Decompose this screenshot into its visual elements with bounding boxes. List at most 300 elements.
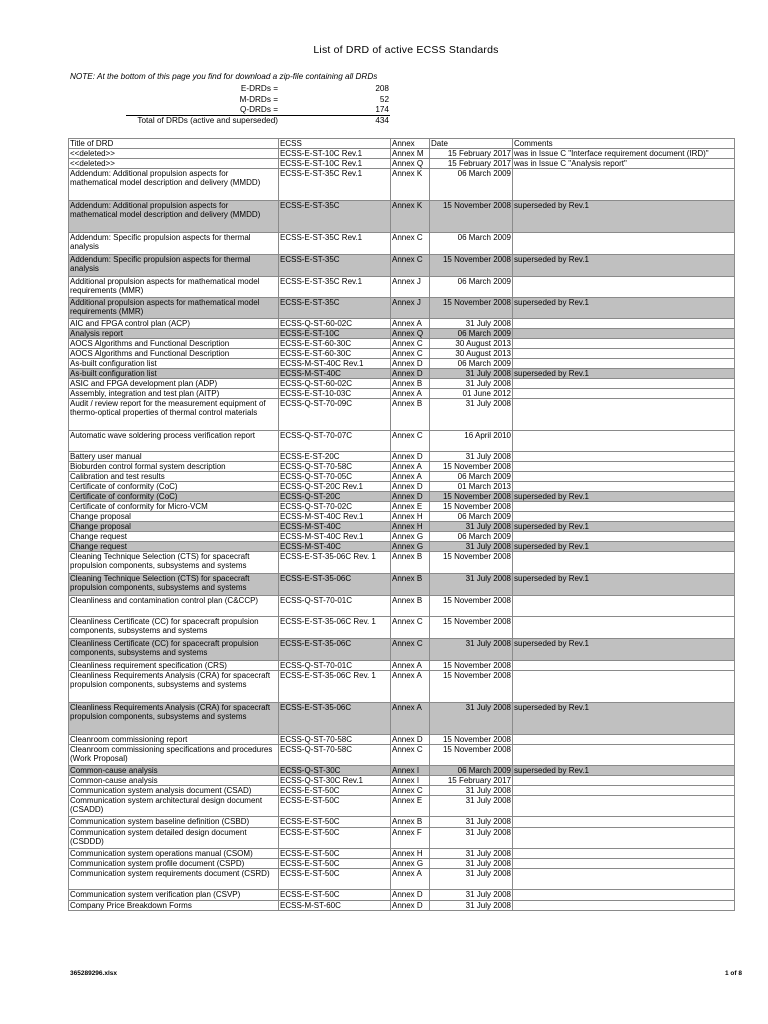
footer-page-number: 1 of 8: [725, 970, 742, 977]
cell-date: 31 July 2008: [430, 574, 513, 596]
table-row: [69, 349, 735, 359]
cell-annex: Annex F: [391, 828, 430, 849]
cell-date: 01 June 2012: [430, 389, 513, 399]
cell-annex: Annex G: [391, 859, 430, 869]
cell-comment: [513, 617, 735, 639]
cell-annex: Annex A: [391, 661, 430, 671]
cell-comment: [513, 349, 735, 359]
cell-comment: [513, 552, 735, 574]
cell-title: As-built configuration list: [69, 369, 279, 379]
cell-ecss: ECSS-E-ST-50C: [279, 869, 391, 890]
cell-ecss: ECSS-Q-ST-70-02C: [279, 502, 391, 512]
table-row: [69, 277, 735, 298]
cell-comment: [513, 512, 735, 522]
cell-title: Addendum: Additional propulsion aspects for mathematical model description and delivery (MMDD): [69, 169, 279, 201]
table-row: [69, 482, 735, 492]
cell-date: 31 July 2008: [430, 859, 513, 869]
cell-date: 06 March 2009: [430, 169, 513, 201]
cell-annex: Annex E: [391, 796, 430, 817]
cell-ecss: ECSS-M-ST-40C Rev.1: [279, 512, 391, 522]
cell-title: Addendum: Additional propulsion aspects for mathematical model description and delivery (MMDD): [69, 201, 279, 233]
cell-comment: superseded by Rev.1: [513, 255, 735, 277]
cell-ecss: ECSS-Q-ST-70-58C: [279, 745, 391, 766]
cell-date: 31 July 2008: [430, 786, 513, 796]
cell-comment: [513, 319, 735, 329]
cell-title: <<deleted>>: [69, 159, 279, 169]
cell-title: As-built configuration list: [69, 359, 279, 369]
page-title: List of DRD of active ECSS Standards: [313, 44, 499, 56]
cell-date: 15 November 2008: [430, 596, 513, 617]
cell-title: Common-cause analysis: [69, 766, 279, 776]
cell-ecss: ECSS-M-ST-40C: [279, 522, 391, 532]
cell-ecss: ECSS-Q-ST-30C: [279, 766, 391, 776]
table-row: [69, 502, 735, 512]
cell-comment: [513, 849, 735, 859]
cell-annex: Annex G: [391, 542, 430, 552]
summary-label: M-DRDs =: [239, 94, 278, 104]
table-row: [69, 901, 735, 911]
cell-comment: [513, 472, 735, 482]
table-row: [69, 542, 735, 552]
cell-title: Calibration and test results: [69, 472, 279, 482]
table-row: [69, 817, 735, 828]
cell-comment: [513, 169, 735, 201]
cell-ecss: ECSS-Q-ST-60-02C: [279, 319, 391, 329]
table-row: [69, 359, 735, 369]
table-row: [69, 369, 735, 379]
table-row: [69, 703, 735, 735]
cell-annex: Annex D: [391, 492, 430, 502]
table-row: [69, 849, 735, 859]
cell-title: Common-cause analysis: [69, 776, 279, 786]
table-row: [69, 452, 735, 462]
cell-annex: Annex B: [391, 379, 430, 389]
cell-annex: Annex J: [391, 298, 430, 319]
cell-annex: Annex C: [391, 349, 430, 359]
cell-annex: Annex A: [391, 462, 430, 472]
cell-comment: [513, 452, 735, 462]
cell-title: Cleaning Technique Selection (CTS) for spacecraft propulsion components, subsystems and systems: [69, 574, 279, 596]
cell-comment: [513, 532, 735, 542]
cell-title: <<deleted>>: [69, 149, 279, 159]
cell-date: 31 July 2008: [430, 703, 513, 735]
table-row: [69, 339, 735, 349]
cell-ecss: ECSS-Q-ST-70-07C: [279, 431, 391, 452]
cell-annex: Annex A: [391, 389, 430, 399]
cell-annex: Annex C: [391, 617, 430, 639]
cell-comment: superseded by Rev.1: [513, 574, 735, 596]
cell-date: 15 November 2008: [430, 298, 513, 319]
cell-comment: superseded by Rev.1: [513, 201, 735, 233]
cell-ecss: ECSS-Q-ST-70-09C: [279, 399, 391, 431]
cell-date: 15 November 2008: [430, 492, 513, 502]
cell-title: Communication system analysis document (CSAD): [69, 786, 279, 796]
cell-date: 06 March 2009: [430, 329, 513, 339]
cell-ecss: ECSS-Q-ST-70-05C: [279, 472, 391, 482]
cell-annex: Annex H: [391, 512, 430, 522]
cell-ecss: ECSS-E-ST-10C Rev.1: [279, 149, 391, 159]
summary-label: Q-DRDs =: [240, 105, 278, 114]
table-row: [69, 319, 735, 329]
cell-comment: [513, 233, 735, 255]
cell-annex: Annex A: [391, 869, 430, 890]
table-row: [69, 574, 735, 596]
cell-annex: Annex B: [391, 596, 430, 617]
cell-ecss: ECSS-E-ST-35-06C Rev. 1: [279, 671, 391, 703]
summary-label: Total of DRDs (active and superseded): [137, 115, 278, 125]
cell-title: Automatic wave soldering process verification report: [69, 431, 279, 452]
cell-annex: Annex D: [391, 735, 430, 745]
cell-date: 15 November 2008: [430, 552, 513, 574]
cell-title: Bioburden control formal system description: [69, 462, 279, 472]
cell-comment: [513, 735, 735, 745]
cell-ecss: ECSS-Q-ST-20C: [279, 492, 391, 502]
cell-annex: Annex H: [391, 849, 430, 859]
table-row: [69, 399, 735, 431]
cell-ecss: ECSS-E-ST-35-06C Rev. 1: [279, 552, 391, 574]
table-row: [69, 532, 735, 542]
table-row: [69, 552, 735, 574]
cell-ecss: ECSS-E-ST-60-30C: [279, 339, 391, 349]
cell-title: Communication system architectural design document (CSADD): [69, 796, 279, 817]
cell-comment: [513, 339, 735, 349]
cell-title: Cleanliness Certificate (CC) for spacecraft propulsion components, subsystems and systems: [69, 639, 279, 661]
cell-title: Additional propulsion aspects for mathematical model requirements (MMR): [69, 298, 279, 319]
table-row: [69, 159, 735, 169]
table-row: [69, 745, 735, 766]
cell-title: Cleanliness and contamination control plan (C&CCP): [69, 596, 279, 617]
cell-annex: Annex C: [391, 339, 430, 349]
summary-label: E-DRDs =: [240, 84, 278, 93]
cell-annex: Annex D: [391, 901, 430, 911]
cell-comment: [513, 776, 735, 786]
table-row: [69, 671, 735, 703]
cell-date: 31 July 2008: [430, 542, 513, 552]
cell-ecss: ECSS-E-ST-50C: [279, 849, 391, 859]
table-row: [69, 233, 735, 255]
cell-comment: superseded by Rev.1: [513, 542, 735, 552]
cell-annex: Annex I: [391, 776, 430, 786]
table-row: [69, 796, 735, 817]
table-row: [69, 329, 735, 339]
cell-annex: Annex M: [391, 149, 430, 159]
cell-comment: superseded by Rev.1: [513, 369, 735, 379]
cell-date: 15 February 2017: [430, 159, 513, 169]
summary-value: 174: [375, 105, 389, 114]
cell-title: Certificate of conformity for Micro-VCM: [69, 502, 279, 512]
cell-ecss: ECSS-E-ST-50C: [279, 786, 391, 796]
cell-comment: [513, 596, 735, 617]
cell-title: Communication system baseline definition (CSBD): [69, 817, 279, 828]
cell-date: 15 November 2008: [430, 735, 513, 745]
cell-comment: [513, 329, 735, 339]
table-row: [69, 379, 735, 389]
cell-ecss: ECSS-E-ST-35C Rev.1: [279, 233, 391, 255]
cell-ecss: ECSS-M-ST-40C: [279, 542, 391, 552]
table-row: [69, 786, 735, 796]
header-annex: Annex: [391, 139, 430, 149]
cell-title: Battery user manual: [69, 452, 279, 462]
cell-date: 15 November 2008: [430, 745, 513, 766]
cell-title: Company Price Breakdown Forms: [69, 901, 279, 911]
cell-title: Cleanliness Requirements Analysis (CRA) for spacecraft propulsion components, subsystems and systems: [69, 671, 279, 703]
cell-comment: [513, 482, 735, 492]
cell-annex: Annex A: [391, 472, 430, 482]
cell-ecss: ECSS-E-ST-35C Rev.1: [279, 169, 391, 201]
table-row: [69, 512, 735, 522]
cell-annex: Annex B: [391, 399, 430, 431]
cell-title: Communication system requirements document (CSRD): [69, 869, 279, 890]
cell-ecss: ECSS-Q-ST-70-58C: [279, 735, 391, 745]
cell-date: 31 July 2008: [430, 849, 513, 859]
cell-title: Cleanliness Certificate (CC) for spacecraft propulsion components, subsystems and systems: [69, 617, 279, 639]
cell-date: 15 November 2008: [430, 661, 513, 671]
cell-title: Communication system operations manual (CSOM): [69, 849, 279, 859]
cell-title: Cleanroom commissioning report: [69, 735, 279, 745]
table-row: [69, 298, 735, 319]
table-row: [69, 869, 735, 890]
cell-date: 31 July 2008: [430, 796, 513, 817]
cell-date: 31 July 2008: [430, 379, 513, 389]
cell-ecss: ECSS-M-ST-40C: [279, 369, 391, 379]
cell-date: 15 November 2008: [430, 502, 513, 512]
cell-comment: [513, 786, 735, 796]
cell-comment: [513, 901, 735, 911]
cell-date: 15 November 2008: [430, 462, 513, 472]
cell-ecss: ECSS-E-ST-50C: [279, 890, 391, 901]
cell-annex: Annex Q: [391, 329, 430, 339]
cell-annex: Annex B: [391, 817, 430, 828]
cell-title: Cleanliness requirement specification (CRS): [69, 661, 279, 671]
cell-date: 06 March 2009: [430, 233, 513, 255]
download-note: NOTE: At the bottom of this page you find for download a zip-file containing all DRDs: [70, 72, 378, 81]
cell-annex: Annex D: [391, 890, 430, 901]
cell-ecss: ECSS-M-ST-40C Rev.1: [279, 359, 391, 369]
cell-annex: Annex A: [391, 319, 430, 329]
cell-annex: Annex H: [391, 522, 430, 532]
cell-ecss: ECSS-M-ST-60C: [279, 901, 391, 911]
cell-ecss: ECSS-E-ST-35-06C: [279, 703, 391, 735]
summary-divider: [126, 115, 390, 116]
table-row: [69, 890, 735, 901]
cell-comment: superseded by Rev.1: [513, 703, 735, 735]
table-row: [69, 522, 735, 532]
cell-title: Change request: [69, 532, 279, 542]
cell-annex: Annex J: [391, 277, 430, 298]
cell-comment: superseded by Rev.1: [513, 766, 735, 776]
cell-annex: Annex C: [391, 745, 430, 766]
table-row: [69, 389, 735, 399]
cell-ecss: ECSS-E-ST-35C: [279, 255, 391, 277]
cell-annex: Annex C: [391, 233, 430, 255]
table-row: [69, 776, 735, 786]
cell-date: 31 July 2008: [430, 522, 513, 532]
cell-date: 15 February 2017: [430, 149, 513, 159]
cell-ecss: ECSS-E-ST-35C: [279, 201, 391, 233]
cell-annex: Annex B: [391, 552, 430, 574]
cell-comment: was in Issue C "Analysis report": [513, 159, 735, 169]
cell-annex: Annex A: [391, 671, 430, 703]
cell-annex: Annex A: [391, 703, 430, 735]
cell-date: 16 April 2010: [430, 431, 513, 452]
table-row: [69, 617, 735, 639]
cell-ecss: ECSS-Q-ST-20C Rev.1: [279, 482, 391, 492]
cell-date: 06 March 2009: [430, 472, 513, 482]
cell-ecss: ECSS-E-ST-50C: [279, 796, 391, 817]
table-row: [69, 661, 735, 671]
cell-ecss: ECSS-Q-ST-70-01C: [279, 596, 391, 617]
cell-ecss: ECSS-E-ST-35C: [279, 298, 391, 319]
footer-filename: 365289296.xlsx: [70, 970, 117, 977]
cell-comment: [513, 462, 735, 472]
cell-date: 31 July 2008: [430, 890, 513, 901]
header-date: Date: [430, 139, 513, 149]
cell-date: 31 July 2008: [430, 828, 513, 849]
cell-ecss: ECSS-E-ST-60-30C: [279, 349, 391, 359]
cell-ecss: ECSS-Q-ST-70-58C: [279, 462, 391, 472]
cell-title: Addendum: Specific propulsion aspects for thermal analysis: [69, 233, 279, 255]
table-header-row: [69, 139, 735, 149]
cell-annex: Annex C: [391, 786, 430, 796]
cell-title: AIC and FPGA control plan (ACP): [69, 319, 279, 329]
table-row: [69, 492, 735, 502]
table-row: [69, 201, 735, 233]
cell-date: 06 March 2009: [430, 532, 513, 542]
cell-ecss: ECSS-E-ST-10-03C: [279, 389, 391, 399]
cell-ecss: ECSS-E-ST-35-06C: [279, 574, 391, 596]
cell-comment: superseded by Rev.1: [513, 492, 735, 502]
cell-date: 31 July 2008: [430, 452, 513, 462]
cell-date: 30 August 2013: [430, 339, 513, 349]
cell-date: 06 March 2009: [430, 512, 513, 522]
cell-date: 31 July 2008: [430, 869, 513, 890]
cell-title: Audit / review report for the measurement equipment of thermo-optical properties of thermal control materials: [69, 399, 279, 431]
cell-title: ASIC and FPGA development plan (ADP): [69, 379, 279, 389]
summary-value: 208: [375, 84, 389, 93]
table-row: [69, 859, 735, 869]
table-row: [69, 431, 735, 452]
cell-title: Cleaning Technique Selection (CTS) for spacecraft propulsion components, subsystems and systems: [69, 552, 279, 574]
cell-title: Communication system verification plan (CSVP): [69, 890, 279, 901]
cell-comment: superseded by Rev.1: [513, 298, 735, 319]
cell-ecss: ECSS-E-ST-35-06C Rev. 1: [279, 617, 391, 639]
cell-date: 30 August 2013: [430, 349, 513, 359]
cell-ecss: ECSS-E-ST-10C Rev.1: [279, 159, 391, 169]
cell-title: Change proposal: [69, 512, 279, 522]
cell-comment: [513, 869, 735, 890]
cell-title: Cleanroom commissioning specifications and procedures (Work Proposal): [69, 745, 279, 766]
cell-annex: Annex C: [391, 255, 430, 277]
cell-annex: Annex K: [391, 169, 430, 201]
cell-comment: [513, 399, 735, 431]
cell-comment: [513, 277, 735, 298]
cell-annex: Annex I: [391, 766, 430, 776]
cell-title: Addendum: Specific propulsion aspects for thermal analysis: [69, 255, 279, 277]
cell-comment: [513, 817, 735, 828]
drd-table: [68, 138, 735, 911]
cell-comment: superseded by Rev.1: [513, 522, 735, 532]
cell-title: Certificate of conformity (CoC): [69, 482, 279, 492]
cell-ecss: ECSS-E-ST-50C: [279, 859, 391, 869]
cell-date: 31 July 2008: [430, 817, 513, 828]
cell-comment: superseded by Rev.1: [513, 639, 735, 661]
cell-annex: Annex C: [391, 639, 430, 661]
table-row: [69, 735, 735, 745]
cell-annex: Annex D: [391, 482, 430, 492]
table-row: [69, 472, 735, 482]
cell-comment: was in Issue C "Interface requirement document (IRD)": [513, 149, 735, 159]
cell-date: 31 July 2008: [430, 901, 513, 911]
cell-date: 15 November 2008: [430, 671, 513, 703]
cell-annex: Annex D: [391, 452, 430, 462]
cell-title: Change proposal: [69, 522, 279, 532]
cell-title: AOCS Algorithms and Functional Description: [69, 339, 279, 349]
table-row: [69, 766, 735, 776]
cell-comment: [513, 661, 735, 671]
cell-annex: Annex E: [391, 502, 430, 512]
header-title: Title of DRD: [69, 139, 279, 149]
cell-annex: Annex Q: [391, 159, 430, 169]
cell-comment: [513, 431, 735, 452]
cell-title: Assembly, integration and test plan (AITP): [69, 389, 279, 399]
table-row: [69, 169, 735, 201]
cell-title: Additional propulsion aspects for mathematical model requirements (MMR): [69, 277, 279, 298]
cell-date: 31 July 2008: [430, 639, 513, 661]
cell-annex: Annex B: [391, 574, 430, 596]
cell-comment: [513, 359, 735, 369]
table-row: [69, 596, 735, 617]
cell-title: Certificate of conformity (CoC): [69, 492, 279, 502]
cell-title: AOCS Algorithms and Functional Description: [69, 349, 279, 359]
table-row: [69, 462, 735, 472]
header-comments: Comments: [513, 139, 735, 149]
cell-date: 15 November 2008: [430, 617, 513, 639]
cell-title: Analysis report: [69, 329, 279, 339]
cell-annex: Annex D: [391, 359, 430, 369]
cell-title: Communication system detailed design document (CSDDD): [69, 828, 279, 849]
cell-ecss: ECSS-E-ST-20C: [279, 452, 391, 462]
cell-annex: Annex K: [391, 201, 430, 233]
cell-comment: [513, 389, 735, 399]
cell-comment: [513, 671, 735, 703]
table-row: [69, 828, 735, 849]
cell-title: Communication system profile document (CSPD): [69, 859, 279, 869]
cell-ecss: ECSS-Q-ST-70-01C: [279, 661, 391, 671]
cell-annex: Annex G: [391, 532, 430, 542]
cell-date: 06 March 2009: [430, 359, 513, 369]
cell-title: Cleanliness Requirements Analysis (CRA) for spacecraft propulsion components, subsystems and systems: [69, 703, 279, 735]
summary-value: 434: [375, 115, 389, 125]
cell-ecss: ECSS-Q-ST-60-02C: [279, 379, 391, 389]
cell-annex: Annex C: [391, 431, 430, 452]
cell-comment: [513, 796, 735, 817]
table-row: [69, 149, 735, 159]
cell-comment: [513, 502, 735, 512]
summary-value: 52: [379, 94, 389, 104]
cell-comment: [513, 890, 735, 901]
cell-date: 15 February 2017: [430, 776, 513, 786]
cell-ecss: ECSS-E-ST-35-06C: [279, 639, 391, 661]
cell-ecss: ECSS-E-ST-50C: [279, 817, 391, 828]
cell-ecss: ECSS-Q-ST-30C Rev.1: [279, 776, 391, 786]
table-row: [69, 255, 735, 277]
cell-comment: [513, 379, 735, 389]
cell-date: 15 November 2008: [430, 255, 513, 277]
cell-comment: [513, 828, 735, 849]
table-row: [69, 639, 735, 661]
cell-ecss: ECSS-E-ST-35C Rev.1: [279, 277, 391, 298]
cell-date: 01 March 2013: [430, 482, 513, 492]
